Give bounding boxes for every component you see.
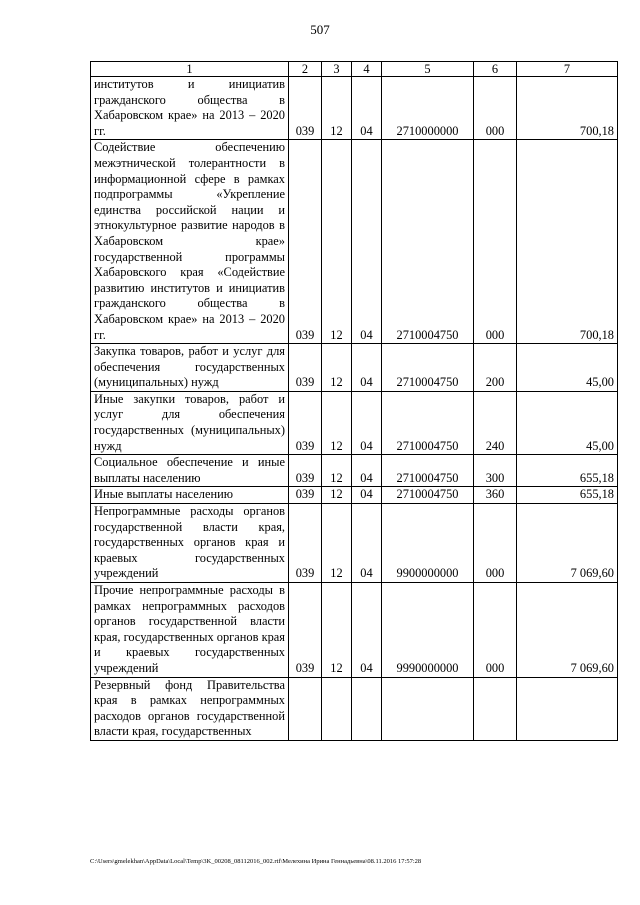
table-row	[91, 487, 618, 504]
cell-ministry: 039	[289, 583, 322, 678]
cell-ministry: 039	[289, 391, 322, 454]
cell-amount	[517, 677, 618, 740]
cell-expense-type: 200	[474, 344, 517, 392]
cell-subsection: 04	[352, 391, 382, 454]
column-header: 4	[352, 62, 382, 77]
table-row	[91, 140, 618, 344]
cell-target-article	[382, 677, 474, 740]
cell-subsection	[352, 677, 382, 740]
cell-expense-type: 360	[474, 487, 517, 504]
cell-subsection: 04	[352, 344, 382, 392]
cell-subsection: 04	[352, 583, 382, 678]
cell-amount: 45,00	[517, 391, 618, 454]
cell-subsection: 04	[352, 487, 382, 504]
cell-section	[322, 677, 352, 740]
cell-ministry: 039	[289, 140, 322, 344]
row-name: Непрограммные расходы органов государственной власти края, государственных органов края и краевых государственных учреждений	[91, 504, 289, 583]
table-row	[91, 677, 618, 740]
cell-amount: 700,18	[517, 140, 618, 344]
table-row	[91, 583, 618, 678]
cell-target-article: 2710000000	[382, 77, 474, 140]
cell-expense-type: 000	[474, 504, 517, 583]
cell-ministry: 039	[289, 77, 322, 140]
cell-subsection: 04	[352, 77, 382, 140]
row-name: Прочие непрограммные расходы в рамках непрограммных расходов органов государственной власти края, государственных органов края и краевых государственных учреждений	[91, 583, 289, 678]
table-row	[91, 77, 618, 140]
cell-ministry: 039	[289, 344, 322, 392]
cell-subsection: 04	[352, 504, 382, 583]
cell-expense-type	[474, 677, 517, 740]
cell-amount: 7 069,60	[517, 583, 618, 678]
cell-section: 12	[322, 344, 352, 392]
column-header: 3	[322, 62, 352, 77]
cell-target-article: 9900000000	[382, 504, 474, 583]
row-name: Резервный фонд Правительства края в рамках непрограммных расходов органов государственной власти края, государственных	[91, 677, 289, 740]
cell-subsection: 04	[352, 140, 382, 344]
cell-ministry	[289, 677, 322, 740]
cell-expense-type: 000	[474, 77, 517, 140]
cell-subsection: 04	[352, 455, 382, 487]
cell-amount: 7 069,60	[517, 504, 618, 583]
table-row	[91, 344, 618, 392]
row-name: Иные выплаты населению	[91, 487, 289, 504]
row-name: Социальное обеспечение и иные выплаты населению	[91, 455, 289, 487]
table-header	[91, 62, 618, 77]
cell-amount: 655,18	[517, 487, 618, 504]
cell-target-article: 2710004750	[382, 140, 474, 344]
row-name: Иные закупки товаров, работ и услуг для обеспечения государственных (муниципальных) нужд	[91, 391, 289, 454]
column-header: 5	[382, 62, 474, 77]
cell-section: 12	[322, 504, 352, 583]
row-name: Содействие обеспечению межэтнической толерантности в информационной сфере в рамках подпрограммы «Укрепление единства российской нации и этнокультурное развитие народов в Хабаровском крае» государственной программы Хабаровского края «Содействие развитию институтов и инициатив гражданского общества в Хабаровском крае» на 2013 – 2020 гг.	[91, 140, 289, 344]
page-number: 507	[310, 22, 330, 37]
cell-ministry: 039	[289, 455, 322, 487]
cell-amount: 45,00	[517, 344, 618, 392]
column-header: 2	[289, 62, 322, 77]
cell-amount: 655,18	[517, 455, 618, 487]
cell-section: 12	[322, 455, 352, 487]
table-row	[91, 391, 618, 454]
column-header: 7	[517, 62, 618, 77]
cell-expense-type: 000	[474, 583, 517, 678]
cell-target-article: 2710004750	[382, 455, 474, 487]
header-row	[91, 62, 618, 77]
file-path-footer: C:\Users\gmelekhan\AppData\Local\Temp\3K_00208_08112016_002.rtf\Мелехина Ирина Геннадьевна\08.11.2016 17:57:28	[90, 858, 422, 865]
cell-expense-type: 240	[474, 391, 517, 454]
cell-amount: 700,18	[517, 77, 618, 140]
cell-section: 12	[322, 583, 352, 678]
row-name: Закупка товаров, работ и услуг для обеспечения государственных (муниципальных) нужд	[91, 344, 289, 392]
table-row	[91, 504, 618, 583]
column-header: 6	[474, 62, 517, 77]
cell-section: 12	[322, 487, 352, 504]
cell-ministry: 039	[289, 487, 322, 504]
cell-target-article: 2710004750	[382, 344, 474, 392]
cell-section: 12	[322, 140, 352, 344]
cell-ministry: 039	[289, 504, 322, 583]
table-row	[91, 455, 618, 487]
cell-target-article: 2710004750	[382, 487, 474, 504]
cell-section: 12	[322, 391, 352, 454]
column-header: 1	[91, 62, 289, 77]
cell-expense-type: 000	[474, 140, 517, 344]
cell-target-article: 9990000000	[382, 583, 474, 678]
cell-target-article: 2710004750	[382, 391, 474, 454]
cell-section: 12	[322, 77, 352, 140]
budget-table	[90, 61, 618, 741]
row-name: институтов и инициатив гражданского общества в Хабаровском крае» на 2013 – 2020 гг.	[91, 77, 289, 140]
cell-expense-type: 300	[474, 455, 517, 487]
